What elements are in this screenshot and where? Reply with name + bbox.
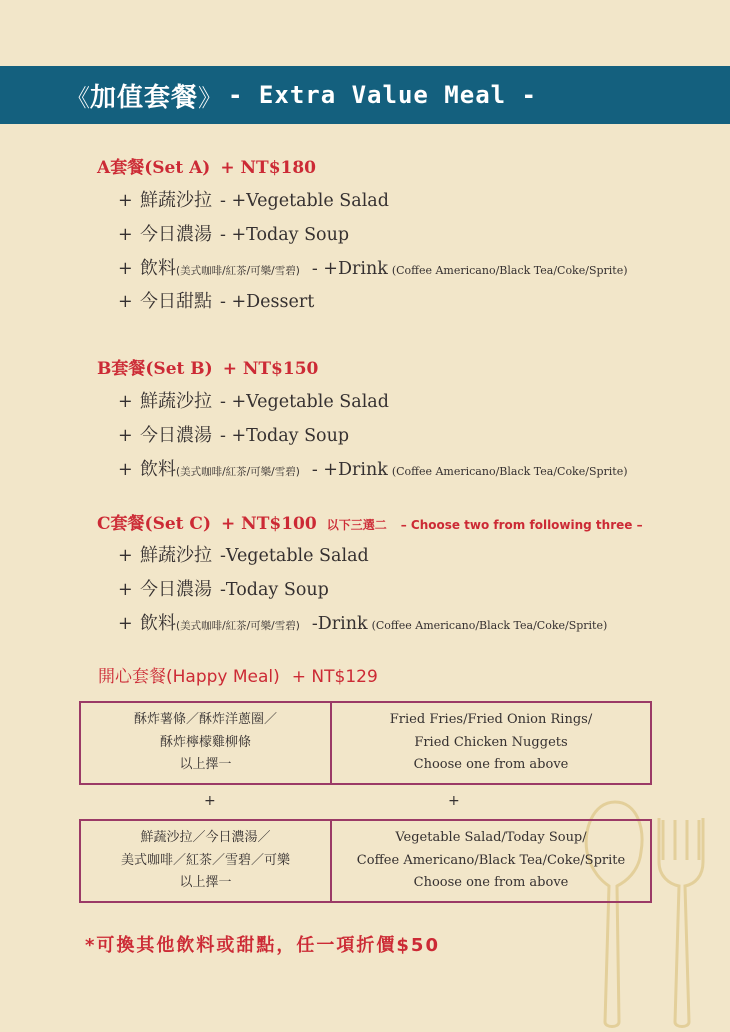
item-zh-note: (美式咖啡/紅茶/可樂/雪碧) [176, 466, 300, 478]
item-en: -Drink [311, 614, 368, 634]
item-zh: 今日甜點 [140, 291, 212, 312]
plus-mark: + [118, 292, 133, 312]
item-zh: 鮮蔬沙拉 [140, 545, 212, 566]
table-1-en-line-2: Fried Chicken Nuggets [414, 734, 568, 750]
item-zh: 飲料 [140, 613, 176, 634]
item-zh: 飲料 [140, 459, 176, 480]
plus-mark: + [118, 546, 133, 566]
table-2-zh-line-2: 美式咖啡／紅茶／雪碧／可樂 [120, 852, 290, 868]
table-2-zh-line-1: 鮮蔬沙拉／今日濃湯／ [140, 830, 271, 846]
item-zh-note: (美式咖啡/紅茶/可樂/雪碧) [176, 265, 300, 277]
table-2-en-line-1: Vegetable Salad/Today Soup/ [395, 830, 587, 846]
table-1-en-line-1: Fried Fries/Fried Onion Rings/ [389, 712, 593, 728]
item-en: -Today Soup [220, 580, 329, 600]
item-en: - +Drink [311, 259, 388, 279]
item-zh: 今日濃湯 [140, 579, 212, 600]
plus-mark: + [118, 614, 133, 634]
set-b-title [97, 354, 318, 379]
header-title-zh: 加值套餐 [90, 82, 199, 113]
set-b-item-salad [118, 387, 389, 413]
plus-mark: + [118, 460, 133, 480]
set-b-price: + NT$150 [222, 359, 319, 379]
left-ornament: 《 [66, 83, 90, 112]
header-title-en: - Extra Value Meal - [228, 81, 537, 109]
happy-meal-table-2 [79, 819, 652, 903]
table-1-en-line-3: Choose one from above [413, 757, 569, 773]
plus-mark: + [118, 225, 133, 245]
item-zh: 今日濃湯 [140, 425, 212, 446]
set-a-price: + NT$180 [220, 158, 317, 178]
table-2-en-line-2: Coffee Americano/Black Tea/Coke/Sprite [356, 852, 626, 868]
item-en: - +Drink [311, 460, 388, 480]
header-banner [0, 66, 730, 124]
item-en: - +Dessert [220, 292, 315, 312]
plus-mark-left: + [204, 793, 216, 809]
plus-mark: + [118, 426, 133, 446]
happy-meal-table-1 [79, 701, 652, 785]
set-b-name: B套餐(Set B) [97, 359, 213, 379]
table-2-en-line-3: Choose one from above [413, 875, 569, 891]
item-en: -Vegetable Salad [220, 546, 369, 566]
item-zh: 飲料 [140, 258, 176, 279]
set-a-item-salad [118, 186, 389, 212]
item-zh: 鮮蔬沙拉 [140, 391, 212, 412]
set-c-item-salad [118, 541, 369, 567]
set-a-item-drink [118, 254, 628, 280]
set-c-note-en: – Choose two from following three – [400, 518, 643, 532]
table-2-en-cell [332, 821, 650, 901]
plus-mark: + [118, 259, 133, 279]
item-en: - +Today Soup [220, 225, 350, 245]
plus-mark: + [118, 191, 133, 211]
happy-meal-name: 開心套餐(Happy Meal) [98, 667, 280, 687]
set-a-item-dessert [118, 287, 314, 313]
table-2-zh-cell [81, 821, 332, 901]
item-en-note: (Coffee Americano/Black Tea/Coke/Sprite) [391, 465, 628, 478]
set-c-name: C套餐(Set C) [97, 514, 212, 534]
plus-mark-right: + [448, 793, 460, 809]
set-c-price: + NT$100 [221, 514, 317, 534]
right-ornament: 》 [198, 83, 223, 112]
item-en: - +Today Soup [220, 426, 350, 446]
set-a-item-soup [118, 220, 349, 246]
set-c-title [97, 509, 643, 534]
footnote: *可換其他飲料或甜點，任一項折價$50 [85, 935, 440, 956]
set-c-item-soup [118, 575, 329, 601]
set-a-name: A套餐(Set A) [97, 158, 211, 178]
happy-meal-price: + NT$129 [291, 667, 378, 687]
item-en-note: (Coffee Americano/Black Tea/Coke/Sprite) [391, 264, 628, 277]
item-zh: 鮮蔬沙拉 [140, 190, 212, 211]
set-c-note-zh: 以下三選二 [326, 518, 387, 532]
set-b-item-soup [118, 421, 349, 447]
table-1-en-cell [332, 703, 650, 783]
plus-mark: + [118, 580, 133, 600]
item-zh-note: (美式咖啡/紅茶/可樂/雪碧) [176, 620, 300, 632]
table-2-zh-line-3: 以上擇一 [179, 875, 232, 891]
item-en-note: (Coffee Americano/Black Tea/Coke/Sprite) [371, 619, 608, 632]
item-en: - +Vegetable Salad [220, 392, 389, 412]
plus-mark: + [118, 392, 133, 412]
item-zh: 今日濃湯 [140, 224, 212, 245]
table-1-zh-line-3: 以上擇一 [179, 757, 232, 773]
table-1-zh-cell [81, 703, 332, 783]
happy-meal-title [98, 662, 378, 687]
set-b-item-drink [118, 455, 628, 481]
table-1-zh-line-1: 酥炸薯條／酥炸洋蔥圈／ [133, 712, 277, 728]
item-en: - +Vegetable Salad [220, 191, 389, 211]
set-c-item-drink [118, 609, 607, 635]
table-1-zh-line-2: 酥炸檸檬雞柳條 [159, 734, 251, 750]
set-a-title [97, 153, 316, 178]
